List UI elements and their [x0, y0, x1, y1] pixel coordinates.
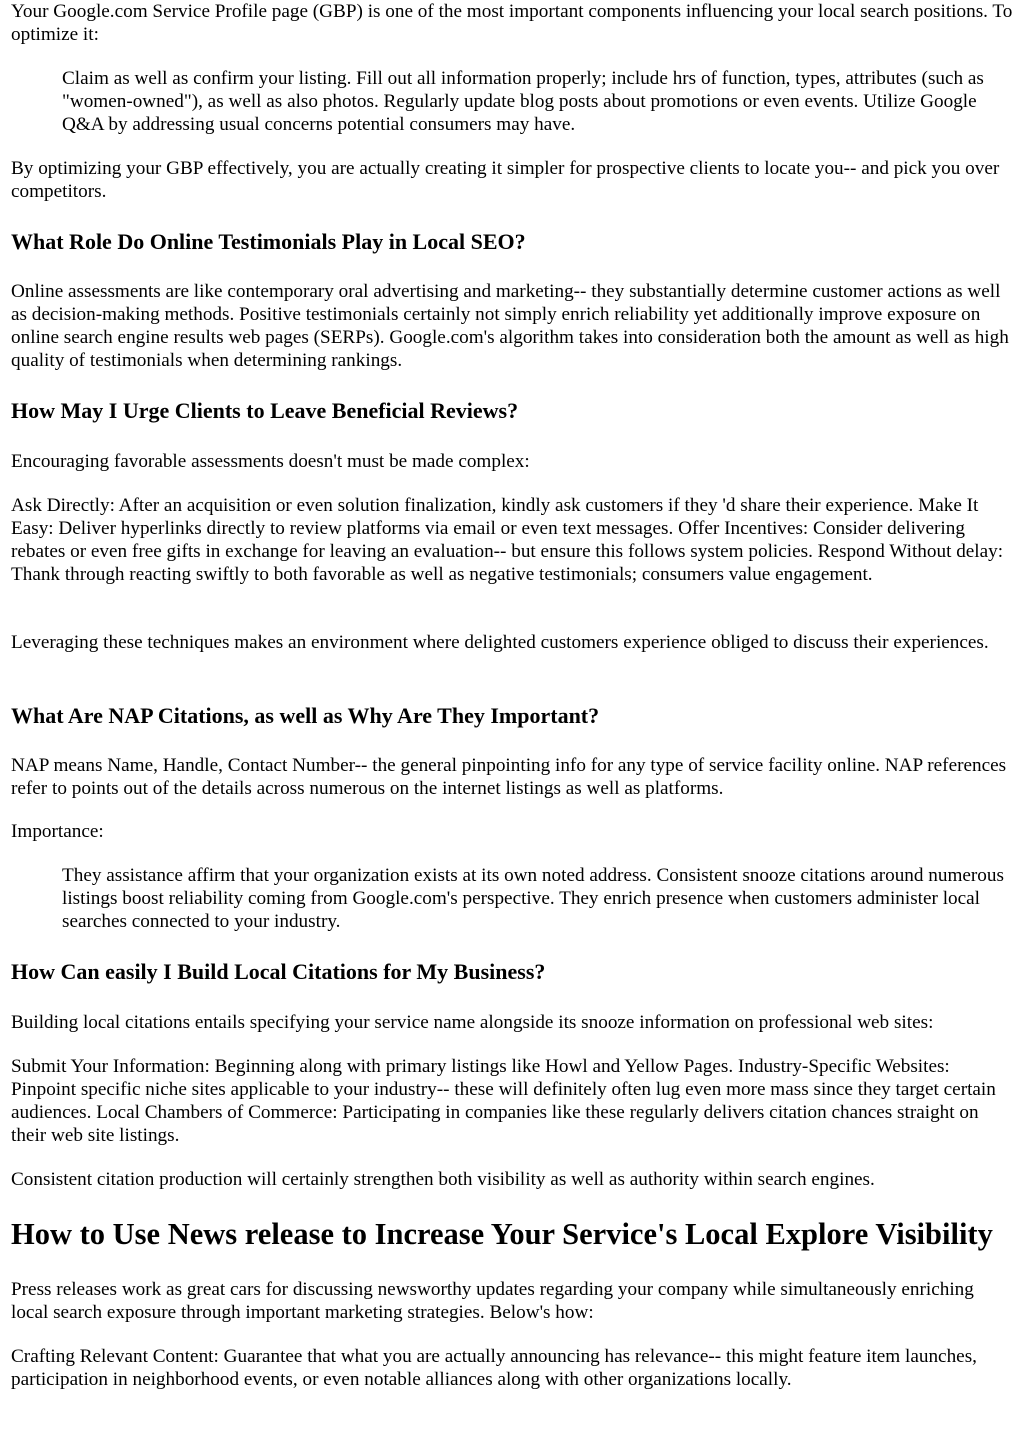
- blockquote-gbp-steps: Claim as well as confirm your listing. Fill out all information properly; include hrs of function, types, attributes (such as "women-owned"), as well as also photos. Regularly update blog posts about promotions or even events. Utilize Google Q&A by addressing usual concerns potential consumers may have.: [62, 68, 984, 135]
- paragraph-gbp-outro: By optimizing your GBP effectively, you are actually creating it simpler for prospective clients to locate you-- and pick you over competitors.: [11, 158, 1000, 202]
- heading-urge-reviews: How May I Urge Clients to Leave Beneficial Reviews?: [11, 398, 519, 423]
- paragraph-press-content: Crafting Relevant Content: Guarantee that what you are actually announcing has relevance-- this might feature item launches, participation in neighborhood events, or even notable alliances along with other organizations locally.: [11, 1346, 977, 1390]
- paragraph-importance-label: Importance:: [11, 821, 104, 842]
- paragraph-urge-steps: Ask Directly: After an acquisition or even solution finalization, kindly ask customers if they 'd share their experience. Make It Easy: Deliver hyperlinks directly to review platforms via email or even text messages. Offer Incentives: Consider delivering rebates or even free gifts in exchange for leaving an evaluation-- but ensure this follows system policies. Respond Without delay: Thank through reacting swiftly to both favorable as well as negative testimonials; consumers value engagement.: [11, 495, 1004, 585]
- heading-reviews-role: What Role Do Online Testimonials Play in Local SEO?: [11, 229, 526, 254]
- paragraph-build-intro: Building local citations entails specifying your service name alongside its snooze information on professional web sites:: [11, 1012, 934, 1033]
- paragraph-reviews-role: Online assessments are like contemporary oral advertising and marketing-- they substantially determine customer actions as well as decision-making methods. Positive testimonials certainly not simply enrich reliability yet additionally improve exposure on online search engine results web pages (SERPs). Google.com's algorithm takes into consideration both the amount as well as high quality of testimonials when determining rankings.: [11, 281, 1009, 371]
- paragraph-urge-intro: Encouraging favorable assessments doesn't must be made complex:: [11, 451, 530, 472]
- paragraph-build-steps: Submit Your Information: Beginning along with primary listings like Howl and Yellow Pages. Industry-Specific Websites: Pinpoint specific niche sites applicable to your industry-- these will definitely often lug even more mass since they target certain audiences. Local Chambers of Commerce: Participating in companies like these regularly delivers citation chances straight on their web site listings.: [11, 1056, 996, 1146]
- heading-press-releases: How to Use News release to Increase Your Service's Local Explore Visibility: [11, 1217, 993, 1251]
- paragraph-gbp-intro: Your Google.com Service Profile page (GBP) is one of the most important components influencing your local search positions. To optimize it:: [11, 1, 1013, 45]
- paragraph-nap-definition: NAP means Name, Handle, Contact Number-- the general pinpointing info for any type of service facility online. NAP references refer to points out of the details across numerous on the internet listings as well as platforms.: [11, 755, 1007, 799]
- heading-build-citations: How Can easily I Build Local Citations for My Business?: [11, 959, 546, 984]
- paragraph-urge-outro: Leveraging these techniques makes an environment where delighted customers experience obliged to discuss their experiences.: [11, 632, 989, 653]
- paragraph-press-intro: Press releases work as great cars for discussing newsworthy updates regarding your company while simultaneously enriching local search exposure through important marketing strategies. Below's how:: [11, 1279, 974, 1323]
- blockquote-nap-importance: They assistance affirm that your organization exists at its own noted address. Consistent snooze citations around numerous listings boost reliability coming from Google.com's perspective. They enrich presence when customers administer local searches connected to your industry.: [62, 865, 1004, 932]
- heading-nap-citations: What Are NAP Citations, as well as Why Are They Important?: [11, 703, 600, 728]
- paragraph-build-outro: Consistent citation production will certainly strengthen both visibility as well as authority within search engines.: [11, 1169, 875, 1190]
